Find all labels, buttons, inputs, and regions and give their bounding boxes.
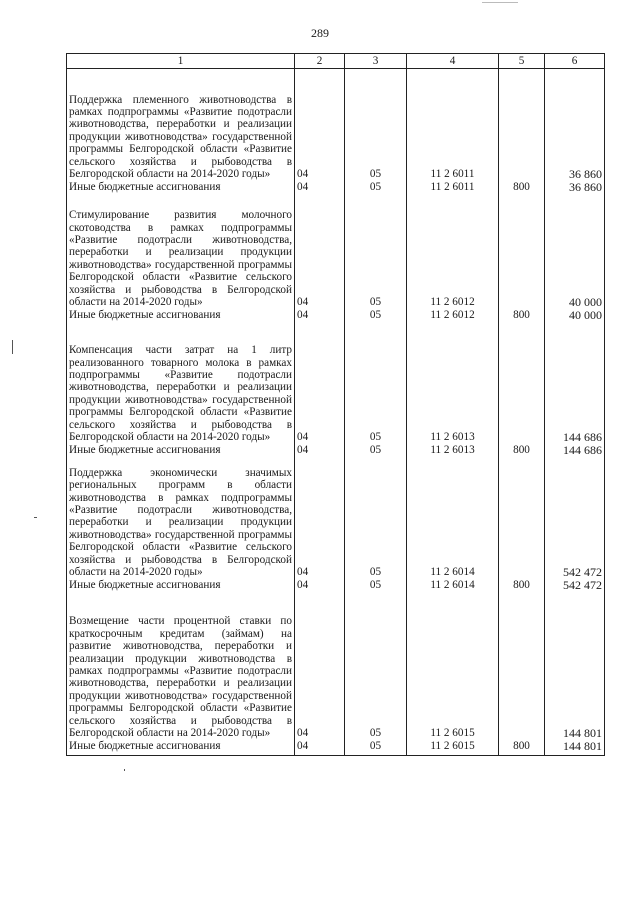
cell-amount: 36 860 bbox=[545, 181, 605, 197]
cell-target-article: 11 2 6011 bbox=[407, 69, 499, 181]
cell-subsection: 05 bbox=[345, 309, 407, 322]
table-row bbox=[67, 457, 605, 579]
table-row bbox=[67, 579, 605, 592]
cell-name: Поддержка экономически значимых региональных программ в области животноводства в рамках подпрограммы «Развитие подотрасли животноводства, переработки и реализации продукции животноводства» государственной программы Белгородской области «Развитие сельского хозяйства и рыбоводства в Белгородской области на 2014-2020 годы» bbox=[67, 457, 295, 579]
cell-amount: 144 801 bbox=[545, 740, 605, 756]
cell-amount: 40 000 bbox=[545, 309, 605, 322]
cell-amount: 40 000 bbox=[545, 197, 605, 309]
cell-section: 04 bbox=[295, 309, 345, 322]
cell-target-article: 11 2 6014 bbox=[407, 579, 499, 592]
scan-mark bbox=[34, 517, 37, 518]
cell-target-article: 11 2 6012 bbox=[407, 197, 499, 309]
table-row bbox=[67, 592, 605, 740]
header-col-5: 5 bbox=[499, 54, 545, 69]
cell-target-article: 11 2 6011 bbox=[407, 181, 499, 197]
table-row bbox=[67, 740, 605, 756]
cell-expense-type bbox=[499, 592, 545, 740]
cell-section: 04 bbox=[295, 322, 345, 444]
cell-expense-type: 800 bbox=[499, 444, 545, 457]
cell-expense-type: 800 bbox=[499, 181, 545, 197]
cell-expense-type bbox=[499, 322, 545, 444]
cell-name: Иные бюджетные ассигнования bbox=[67, 579, 295, 592]
cell-name: Иные бюджетные ассигнования bbox=[67, 181, 295, 197]
cell-name: Стимулирование развития молочного скотоводства в рамках подпрограммы «Развитие подотрасли животноводства, переработки и реализации продукции животноводства» государственной программы Белгородской области «Развитие сельского хозяйства и рыбоводства в Белгородской области на 2014-2020 годы» bbox=[67, 197, 295, 309]
cell-subsection: 05 bbox=[345, 740, 407, 756]
table-row bbox=[67, 322, 605, 444]
cell-subsection: 05 bbox=[345, 444, 407, 457]
cell-amount: 36 860 bbox=[545, 69, 605, 181]
cell-amount: 542 472 bbox=[545, 457, 605, 579]
cell-section: 04 bbox=[295, 579, 345, 592]
cell-name: Иные бюджетные ассигнования bbox=[67, 740, 295, 756]
cell-expense-type bbox=[499, 457, 545, 579]
cell-section: 04 bbox=[295, 444, 345, 457]
cell-subsection: 05 bbox=[345, 322, 407, 444]
table-row bbox=[67, 69, 605, 181]
cell-expense-type: 800 bbox=[499, 579, 545, 592]
cell-expense-type bbox=[499, 197, 545, 309]
cell-section: 04 bbox=[295, 457, 345, 579]
cell-section: 04 bbox=[295, 740, 345, 756]
cell-amount: 542 472 bbox=[545, 579, 605, 592]
header-col-3: 3 bbox=[345, 54, 407, 69]
cell-expense-type bbox=[499, 69, 545, 181]
cell-section: 04 bbox=[295, 197, 345, 309]
table-row bbox=[67, 197, 605, 309]
cell-subsection: 05 bbox=[345, 69, 407, 181]
header-col-6: 6 bbox=[545, 54, 605, 69]
cell-target-article: 11 2 6015 bbox=[407, 592, 499, 740]
cell-amount: 144 686 bbox=[545, 322, 605, 444]
cell-expense-type: 800 bbox=[499, 740, 545, 756]
cell-section: 04 bbox=[295, 69, 345, 181]
scan-mark bbox=[124, 769, 125, 771]
cell-name: Возмещение части процентной ставки по краткосрочным кредитам (займам) на развитие животноводства, переработки и реализации продукции животноводства в рамках подпрограммы «Развитие подотрасли животноводства, переработки и реализации продукции животноводства» государственной программы Белгородской области «Развитие сельского хозяйства и рыбоводства в Белгородской области на 2014-2020 годы» bbox=[67, 592, 295, 740]
cell-section: 04 bbox=[295, 181, 345, 197]
cell-target-article: 11 2 6013 bbox=[407, 322, 499, 444]
header-col-4: 4 bbox=[407, 54, 499, 69]
header-col-2: 2 bbox=[295, 54, 345, 69]
cell-name: Иные бюджетные ассигнования bbox=[67, 309, 295, 322]
cell-subsection: 05 bbox=[345, 197, 407, 309]
table-row bbox=[67, 309, 605, 322]
cell-expense-type: 800 bbox=[499, 309, 545, 322]
cell-name: Иные бюджетные ассигнования bbox=[67, 444, 295, 457]
table-header-row bbox=[67, 54, 605, 69]
scan-mark bbox=[12, 340, 13, 354]
cell-name: Компенсация части затрат на 1 литр реализованного товарного молока в рамках подпрограммы «Развитие подотрасли животноводства, переработки и реализации продукции животноводства» государственной программы Белгородской области «Развитие сельского хозяйства и рыбоводства в Белгородской области на 2014-2020 годы» bbox=[67, 322, 295, 444]
cell-subsection: 05 bbox=[345, 457, 407, 579]
cell-target-article: 11 2 6014 bbox=[407, 457, 499, 579]
cell-section: 04 bbox=[295, 592, 345, 740]
cell-subsection: 05 bbox=[345, 579, 407, 592]
table-row bbox=[67, 181, 605, 197]
cell-subsection: 05 bbox=[345, 592, 407, 740]
cell-amount: 144 686 bbox=[545, 444, 605, 457]
scan-mark bbox=[482, 2, 518, 3]
cell-target-article: 11 2 6013 bbox=[407, 444, 499, 457]
header-col-1: 1 bbox=[67, 54, 295, 69]
table-row bbox=[67, 444, 605, 457]
cell-target-article: 11 2 6015 bbox=[407, 740, 499, 756]
cell-name: Поддержка племенного животноводства в рамках подпрограммы «Развитие подотрасли животноводства, переработки и реализации продукции животноводства» государственной программы Белгородской области «Развитие сельского хозяйства и рыбоводства в Белгородской области на 2014-2020 годы» bbox=[67, 69, 295, 181]
table-body bbox=[67, 69, 605, 756]
cell-subsection: 05 bbox=[345, 181, 407, 197]
page-number: 289 bbox=[311, 26, 329, 40]
budget-table bbox=[66, 53, 605, 756]
cell-amount: 144 801 bbox=[545, 592, 605, 740]
cell-target-article: 11 2 6012 bbox=[407, 309, 499, 322]
